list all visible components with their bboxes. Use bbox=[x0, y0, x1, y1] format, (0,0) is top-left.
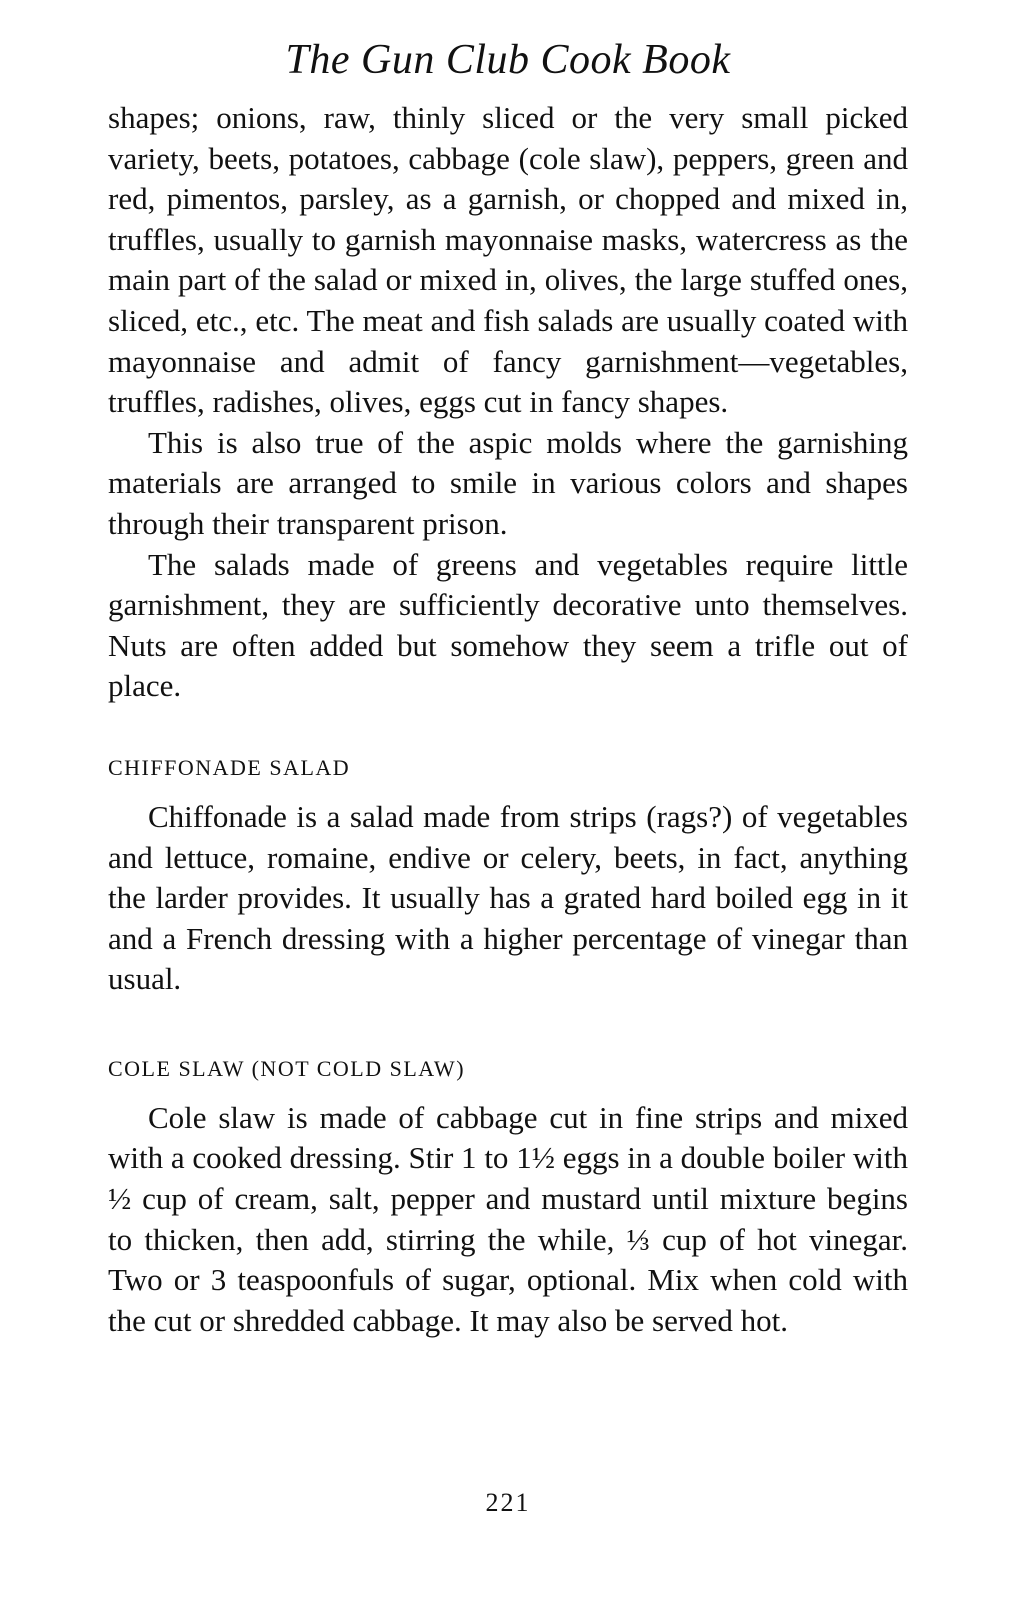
book-page bbox=[108, 30, 908, 1517]
body-paragraph-continuation: shapes; onions, raw, thinly sliced or the very small picked variety, beets, potatoes, cabbage (cole slaw), peppers, green and red, pimentos, parsley, as a garnish, or chopped and mixed in, truffles, usually to garnish mayonnaise masks, watercress as the main part of the salad or mixed in, olives, the large stuffed ones, sliced, etc., etc. The meat and fish salads are usually coated with mayonnaise and admit of fancy garnishment—vegetables, truffles, radishes, olives, eggs cut in fancy shapes. bbox=[108, 100, 908, 420]
section-text-cole-slaw: Cole slaw is made of cabbage cut in fine strips and mixed with a cooked dressing. Stir 1 to 1½ eggs in a double boiler with ½ cup of cream, salt, pepper and mustard until mixture begins to thicken, then add, stirring the while, ⅓ cup of hot vinegar. Two or 3 teaspoonfuls of sugar, optional. Mix when cold with the cut or shredded cabbage. It may also be served hot. bbox=[108, 1099, 908, 1338]
section-heading-cole-slaw: COLE SLAW (NOT COLD SLAW) bbox=[108, 1055, 466, 1081]
section-heading-chiffonade: CHIFFONADE SALAD bbox=[108, 754, 351, 780]
body-paragraph-aspic: This is also true of the aspic molds where the garnishing materials are arranged to smile in various colors and shapes through their transparent prison. bbox=[108, 424, 908, 541]
running-title: The Gun Club Cook Book bbox=[285, 37, 731, 83]
page-number: 221 bbox=[485, 1488, 531, 1517]
body-paragraph-greens: The salads made of greens and vegetables require little garnishment, they are sufficiently decorative unto themselves. Nuts are often added but somehow they seem a trifle out of place. bbox=[108, 546, 908, 704]
section-text-chiffonade: Chiffonade is a salad made from strips (rags?) of vegetables and lettuce, romaine, endive or celery, beets, in fact, anything the larder provides. It usually has a grated hard boiled egg in it and a French dressing with a higher percentage of vinegar than usual. bbox=[108, 798, 908, 997]
